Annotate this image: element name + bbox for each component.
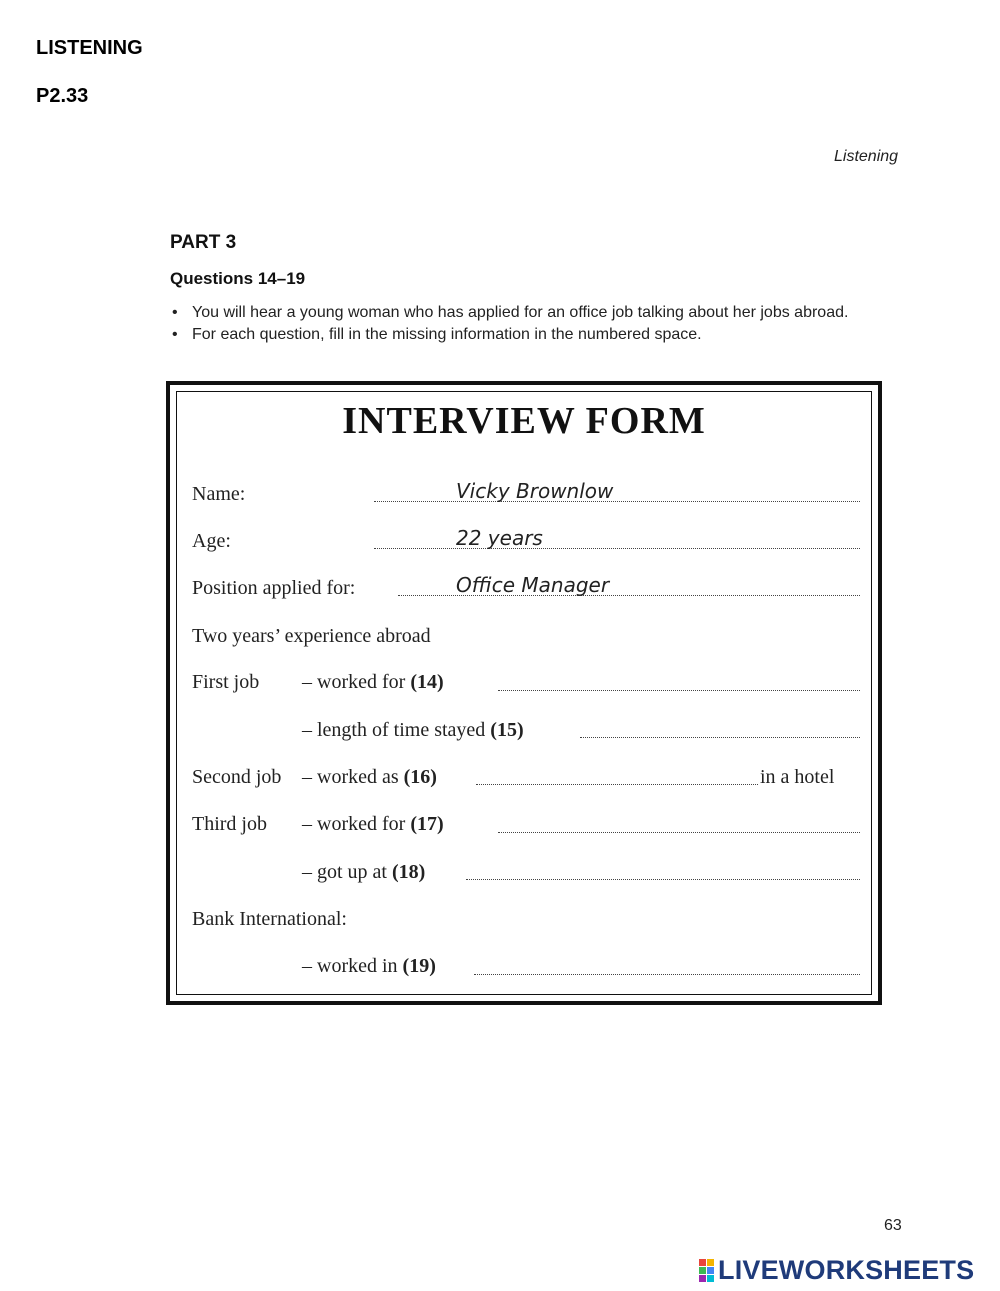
q15-number: (15) bbox=[490, 719, 524, 741]
liveworksheets-icon bbox=[699, 1259, 714, 1282]
worksheet-code: P2.33 bbox=[36, 85, 89, 107]
worked-for-text: – worked for bbox=[302, 671, 406, 693]
questions-range: Questions 14–19 bbox=[170, 269, 306, 288]
q14-prompt bbox=[302, 671, 444, 694]
instruction-item: • For each question, fill in the missing information in the numbered space. bbox=[170, 324, 970, 346]
q14-answer-line[interactable] bbox=[498, 690, 860, 691]
worked-as-text: – worked as bbox=[302, 766, 399, 788]
page-number: 63 bbox=[884, 1217, 902, 1234]
position-value[interactable]: Office Manager bbox=[456, 573, 610, 597]
running-head: Listening bbox=[834, 148, 899, 165]
q19-prompt bbox=[302, 955, 436, 978]
q19-answer-line[interactable] bbox=[474, 974, 860, 975]
q18-prompt bbox=[302, 861, 425, 884]
q15-prompt bbox=[302, 719, 524, 742]
q17-prompt bbox=[302, 813, 444, 836]
worked-in-text: – worked in bbox=[302, 955, 398, 977]
liveworksheets-logo bbox=[699, 1255, 974, 1286]
third-job-label: Third job bbox=[192, 813, 267, 835]
q17-number: (17) bbox=[410, 813, 444, 835]
name-value[interactable]: Vicky Brownlow bbox=[456, 479, 614, 503]
q16-prompt bbox=[302, 766, 437, 789]
q19-number: (19) bbox=[402, 955, 436, 977]
position-label: Position applied for: bbox=[192, 577, 356, 599]
got-up-at-text: – got up at bbox=[302, 861, 387, 883]
q16-number: (16) bbox=[403, 766, 437, 788]
first-job-label: First job bbox=[192, 671, 260, 693]
part-title: PART 3 bbox=[170, 232, 237, 253]
q14-number: (14) bbox=[410, 671, 444, 693]
instructions-list bbox=[170, 302, 970, 346]
name-line bbox=[374, 501, 860, 502]
interview-form bbox=[166, 381, 882, 1005]
instruction-item: • You will hear a young woman who has applied for an office job talking about her jobs abroad. bbox=[170, 302, 970, 324]
age-line bbox=[374, 548, 860, 549]
experience-heading: Two years’ experience abroad bbox=[192, 625, 431, 647]
second-job-label: Second job bbox=[192, 766, 282, 788]
age-label: Age: bbox=[192, 530, 231, 552]
q18-answer-line[interactable] bbox=[466, 879, 860, 880]
q17-answer-line[interactable] bbox=[498, 832, 860, 833]
form-title: INTERVIEW FORM bbox=[342, 400, 706, 442]
q15-answer-line[interactable] bbox=[580, 737, 860, 738]
in-a-hotel-text: in a hotel bbox=[760, 766, 835, 788]
length-of-time-text: – length of time stayed bbox=[302, 719, 486, 741]
worked-for-text: – worked for bbox=[302, 813, 406, 835]
worksheet-title: LISTENING bbox=[36, 37, 143, 59]
q18-number: (18) bbox=[392, 861, 426, 883]
bank-label: Bank International: bbox=[192, 908, 347, 930]
name-label: Name: bbox=[192, 483, 246, 505]
brand-name: LIVEWORKSHEETS bbox=[718, 1255, 975, 1285]
age-value[interactable]: 22 years bbox=[456, 526, 543, 550]
q16-answer-line[interactable] bbox=[476, 784, 758, 785]
